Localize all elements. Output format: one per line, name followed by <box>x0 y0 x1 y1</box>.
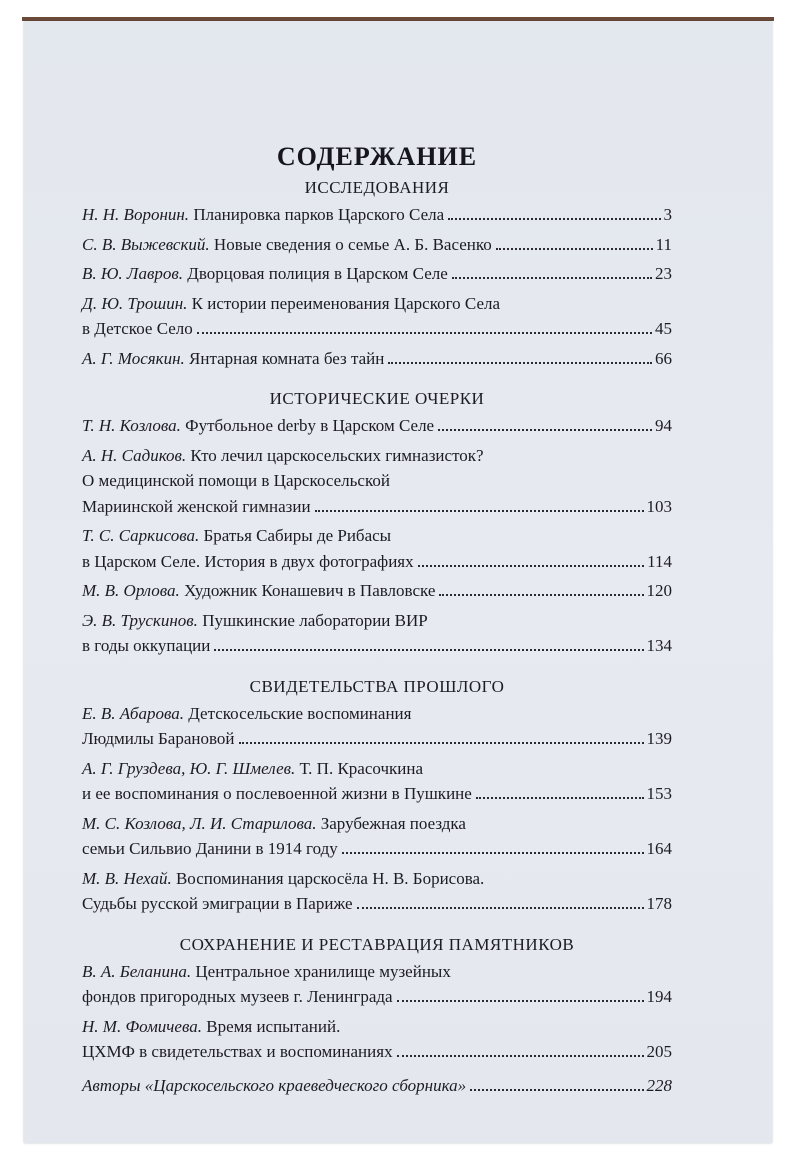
entry-title: Мариинской женской гимназии <box>82 496 311 516</box>
entry-author: В. А. Беланина. <box>82 961 192 981</box>
entry-title: ЦХМФ в свидетельствах и воспоминаниях <box>82 1042 393 1061</box>
toc-entry <box>82 346 672 372</box>
toc-entry-line <box>82 866 672 892</box>
section-title: СОХРАНЕНИЕ И РЕСТАВРАЦИЯ ПАМЯТНИКОВ <box>179 934 575 954</box>
toc-entry-line <box>82 291 672 317</box>
entry-page-number: 164 <box>646 839 672 858</box>
entry-page-number: 153 <box>646 784 672 803</box>
entry-page-number: 205 <box>646 1042 672 1061</box>
section-spacer <box>82 921 672 931</box>
entry-title: О медицинской помощи в Царскосельской <box>82 471 390 490</box>
toc-entry-line <box>82 836 672 862</box>
entry-title: Зарубежная поездка <box>320 813 466 833</box>
dot-leader <box>397 1000 644 1002</box>
entry-author: М. В. Орлова. <box>82 581 180 600</box>
section-title: ИСТОРИЧЕСКИЕ ОЧЕРКИ <box>269 389 485 408</box>
section-title: ИССЛЕДОВАНИЯ <box>304 178 450 197</box>
footer-text: Авторы «Царскосельского краеведческого сборника» <box>82 1075 467 1095</box>
toc-entry <box>82 443 672 520</box>
toc-entry-line <box>82 633 672 659</box>
entry-author: Н. М. Фомичева. <box>82 1016 202 1036</box>
toc-entry <box>82 701 672 752</box>
toc-entry-line <box>82 523 672 549</box>
entry-title: Футбольное derby в Царском Селе <box>185 416 435 435</box>
dot-leader <box>418 565 645 567</box>
toc-entry-line <box>82 468 672 494</box>
toc-entry <box>82 959 672 1010</box>
footer-entry <box>82 1073 672 1099</box>
dot-leader <box>214 649 643 651</box>
entry-author: Н. Н. Воронин. <box>82 205 190 224</box>
entry-page-number: 120 <box>646 581 672 600</box>
section-spacer <box>82 375 672 385</box>
toc-entry-line <box>82 261 672 287</box>
entry-page-number: 94 <box>655 416 672 435</box>
toc-entry-line <box>82 413 672 439</box>
dot-leader <box>496 248 653 250</box>
entry-author: А. Г. Груздева, Ю. Г. Шмелев. <box>82 758 296 778</box>
entry-page-number: 45 <box>655 319 672 338</box>
entry-author: В. Ю. Лавров. <box>82 264 183 283</box>
entry-title: Судьбы русской эмиграции в Париже <box>82 894 353 913</box>
toc-entry-line <box>82 726 672 752</box>
toc-entry-line <box>82 232 672 258</box>
toc-entry <box>82 232 672 258</box>
entry-page-number: 178 <box>646 894 672 913</box>
dot-leader <box>448 218 660 220</box>
toc-entry-line <box>82 781 672 807</box>
toc-entry <box>82 866 672 917</box>
section-title: СВИДЕТЕЛЬСТВА ПРОШЛОГО <box>249 676 505 696</box>
table-of-contents <box>82 142 672 1098</box>
dot-leader <box>197 332 652 334</box>
entry-title: Пушкинские лаборатории ВИР <box>202 610 428 630</box>
toc-entry-line <box>82 701 672 727</box>
toc-entry-line <box>82 959 672 985</box>
entry-title: фондов пригородных музеев г. Ленинграда <box>82 987 393 1006</box>
toc-entry <box>82 523 672 574</box>
toc-entry-line <box>82 549 672 575</box>
entry-title: Янтарная комната без тайн <box>189 348 385 368</box>
entry-title: и ее воспоминания о послевоенной жизни в Пушкине <box>82 784 472 803</box>
entry-author: Т. С. Саркисова. <box>82 526 200 545</box>
entry-author: Е. В. Абарова. <box>82 703 184 723</box>
entry-title: в Детское Село <box>82 319 193 338</box>
toc-entry-line <box>82 1014 672 1040</box>
entry-page-number: 3 <box>663 205 672 224</box>
dot-leader <box>438 429 652 431</box>
entry-page-number: 11 <box>655 234 672 254</box>
entry-page-number: 103 <box>646 496 672 516</box>
toc-entry-line <box>82 811 672 837</box>
toc-entry <box>82 811 672 862</box>
toc-entry-line <box>82 984 672 1010</box>
toc-entry <box>82 1014 672 1065</box>
entry-page-number: 23 <box>655 264 672 283</box>
toc-entry-line <box>82 891 672 917</box>
entry-author: Т. Н. Козлова. <box>82 416 181 435</box>
dot-leader <box>439 594 643 596</box>
dot-leader <box>315 510 644 512</box>
toc-entry <box>82 608 672 659</box>
entry-title: Воспоминания царскосёла Н. В. Борисова. <box>175 868 485 888</box>
entry-title: Планировка парков Царского Села <box>193 205 445 224</box>
entry-author: А. Г. Мосякин. <box>82 348 185 368</box>
entry-title: Новые сведения о семье А. Б. Васенко <box>213 234 492 254</box>
dot-leader <box>476 797 644 799</box>
entry-title: Время испытаний. <box>206 1016 341 1036</box>
dot-leader <box>342 852 644 854</box>
entry-title: в годы оккупации <box>82 636 211 655</box>
entry-title: в Царском Селе. История в двух фотографиях <box>82 551 414 571</box>
entry-author: М. С. Козлова, Л. И. Старилова. <box>82 813 317 833</box>
toc-entry-line <box>82 443 672 469</box>
toc-title: СОДЕРЖАНИЕ <box>276 142 478 171</box>
toc-entry-line <box>82 202 672 228</box>
entry-title: Художник Конашевич в Павловске <box>184 581 436 600</box>
entry-title: Людмилы Барановой <box>82 729 235 748</box>
dot-leader <box>452 277 652 279</box>
entry-page-number: 66 <box>655 348 672 368</box>
section-spacer <box>82 663 672 673</box>
entry-title: Братья Сабиры де Рибасы <box>203 526 392 545</box>
footer-page-number: 228 <box>646 1075 672 1095</box>
toc-entry-line <box>82 494 672 520</box>
entry-author: Д. Ю. Трошин. <box>82 293 188 313</box>
toc-entry-line <box>82 578 672 604</box>
entry-title: Центральное хранилище музейных <box>195 961 451 981</box>
toc-entry-line <box>82 1039 672 1065</box>
entry-title: Детскосельские воспоминания <box>188 703 412 723</box>
entry-title: Т. П. Красочкина <box>299 758 423 778</box>
toc-entry-line <box>82 608 672 634</box>
toc-entry-line <box>82 756 672 782</box>
dot-leader <box>397 1055 644 1057</box>
entry-page-number: 194 <box>646 987 672 1006</box>
entry-author: М. В. Нехай. <box>82 868 172 888</box>
entry-title: К истории переименования Царского Села <box>191 293 501 313</box>
dot-leader <box>470 1089 643 1091</box>
dot-leader <box>239 742 644 744</box>
toc-entry <box>82 756 672 807</box>
toc-entry-line <box>82 346 672 372</box>
entry-page-number: 114 <box>647 551 672 571</box>
toc-entry <box>82 578 672 604</box>
entry-author: С. В. Выжевский. <box>82 234 210 254</box>
entry-author: А. Н. Садиков. <box>82 445 187 465</box>
toc-entry <box>82 413 672 439</box>
entry-title: Дворцовая полиция в Царском Селе <box>187 264 448 283</box>
entry-author: Э. В. Трускинов. <box>82 610 198 630</box>
dot-leader <box>357 907 644 909</box>
entry-title: семьи Сильвио Данини в 1914 году <box>82 839 338 858</box>
entry-page-number: 134 <box>646 636 672 655</box>
toc-entry <box>82 291 672 342</box>
dot-leader <box>388 362 652 364</box>
entry-page-number: 139 <box>646 729 672 748</box>
entry-title: Кто лечил царскосельских гимназисток? <box>190 445 484 465</box>
toc-entry-line <box>82 316 672 342</box>
toc-entry <box>82 261 672 287</box>
toc-entry <box>82 202 672 228</box>
